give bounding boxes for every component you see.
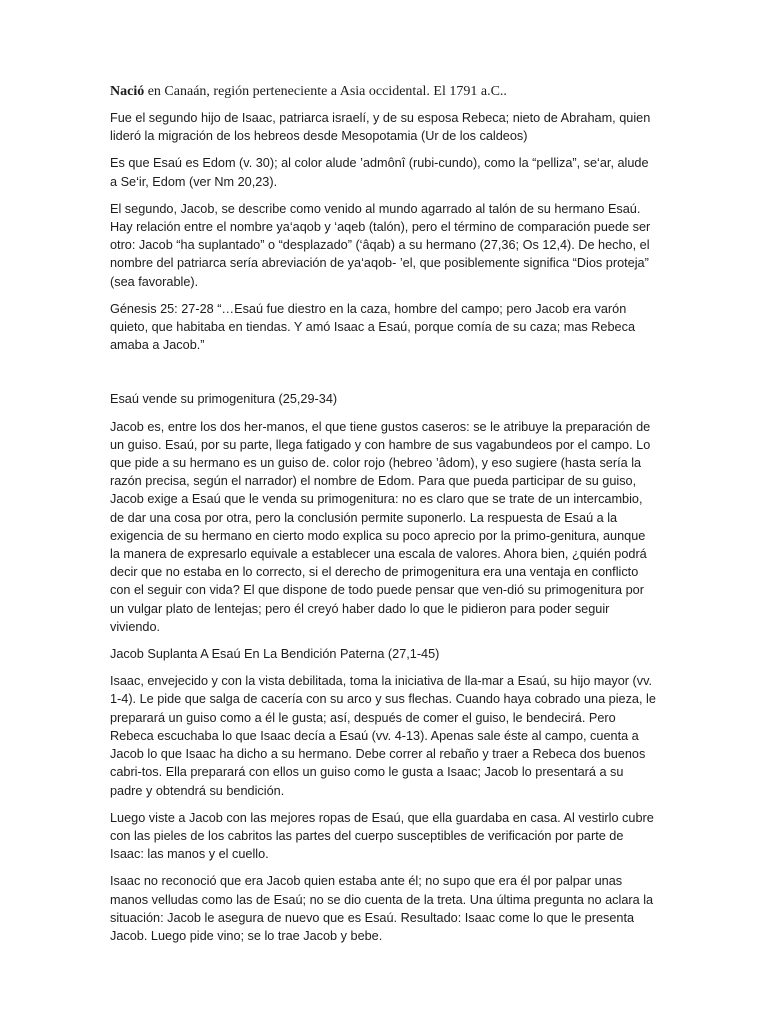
paragraph-jacob-dressed: Luego viste a Jacob con las mejores ropas de Esaú, que ella guardaba en casa. Al vestirlo cubre con las pieles de los cabritos las partes del cuerpo susceptibles de verificación por parte de Isaac: las manos y el cuello. (110, 810, 654, 862)
paragraph-lineage: Fue el segundo hijo de Isaac, patriarca israelí, y de su esposa Rebeca; nieto de Abraham, quien lideró la migración de los hebreos desde Mesopotamia (Ur de los caldeos) (110, 111, 651, 144)
document-body (110, 83, 658, 954)
intro-text: en Canaán, región perteneciente a Asia occidental. El 1791 a.C.. (144, 84, 507, 99)
intro-bold-word: Nació (110, 84, 145, 99)
paragraph-birthright: Jacob es, entre los dos her-manos, el que tiene gustos caseros: se le atribuye la preparación de un guiso. Esaú, por su parte, llega fatigado y con hambre de sus vagabundeos por el campo. Lo que pide a su hermano es un guiso de. color rojo (hebreo ’âdom), y eso sugiere (hasta sería la razón precisa, según el narrador) el nombre de Edom. Para que pueda participar de su guiso, Jacob exige a Esaú que le venda su primogenitura: no es claro que se trate de un intercambio, de dar una cosa por otra, pero la conclusión permite suponerlo. La respuesta de Esaú a la exigencia de su hermano en cierto modo explica su poco aprecio por la primo-genitura, aunque la manera de expresarlo equivale a establecer una escala de valores. Ahora bien, ¿quién podrá decir que no estaba en lo correcto, si el derecho de primogenitura era una ventaja en conflicto con el seguir con vida? El que dispone de todo puede pensar que ven-dió su primogenitura por un vulgar plato de lentejas; pero él creyó haber dado lo que le pidieron para poder seguir viviendo. (110, 419, 651, 634)
intro-line (110, 83, 658, 101)
paragraph-isaac-calls-esau: Isaac, envejecido y con la vista debilitada, toma la iniciativa de lla-mar a Esaú, su hijo mayor (vv. 1-4). Le pide que salga de cacería con su arco y sus flechas. Cuando haya cobrado una pieza, le preparará un guiso como a él le gusta; así, después de comer el guiso, le bendecirá. Pero Rebeca escuchaba lo que Isaac decía a Esaú (vv. 4-13). Apenas sale éste al campo, cuenta a Jacob lo que Isaac ha dicho a su hermano. Debe correr al rebaño y traer a Rebeca dos buenos cabri-tos. Ella preparará con ellos un guiso como le gusta a Isaac; Jacob lo presentará a su padre y obtendrá su bendición. (110, 674, 656, 798)
paragraph-genesis-quote: Génesis 25: 27-28 “…Esaú fue diestro en la caza, hombre del campo; pero Jacob era varón quieto, que habitaba en tiendas. Y amó Isaac a Esaú, porque comía de su caza; mas Rebeca amaba a Jacob.” (110, 301, 635, 353)
section-heading-blessing: Jacob Suplanta A Esaú En La Bendición Paterna (27,1-45) (110, 647, 440, 662)
paragraph-jacob-name: El segundo, Jacob, se describe como venido al mundo agarrado al talón de su hermano Esaú. Hay relación entre el nombre ya‘aqob y ‘aqeb (talón), pero el término de comparación puede ser otro: Jacob “ha suplantado” o “desplazado” (‘âqab) a su hermano (27,36; Os 12,4). De hecho, el nombre del patriarca sería abreviación de ya‘aqob- ’el, que posiblemente significa “Dios proteja” (sea favorable). (110, 201, 651, 289)
section-heading-birthright: Esaú vende su primogenitura (25,29-34) (110, 392, 338, 407)
paragraph-edom: Es que Esaú es Edom (v. 30); al color alude ’admônî (rubi-cundo), como la “pelliza”, se‘ar, alude a Se‘ir, Edom (ver Nm 20,23). (110, 156, 649, 189)
paragraph-isaac-deceived: Isaac no reconoció que era Jacob quien estaba ante él; no supo que era él por palpar unas manos velludas como las de Esaú; no se dio cuenta de la treta. Una última pregunta no aclara la situación: Jacob le asegura de nuevo que es Esaú. Resultado: Isaac come lo que le presenta Jacob. Luego pide vino; se lo trae Jacob y bebe. (110, 874, 654, 943)
section-gap (110, 363, 658, 390)
